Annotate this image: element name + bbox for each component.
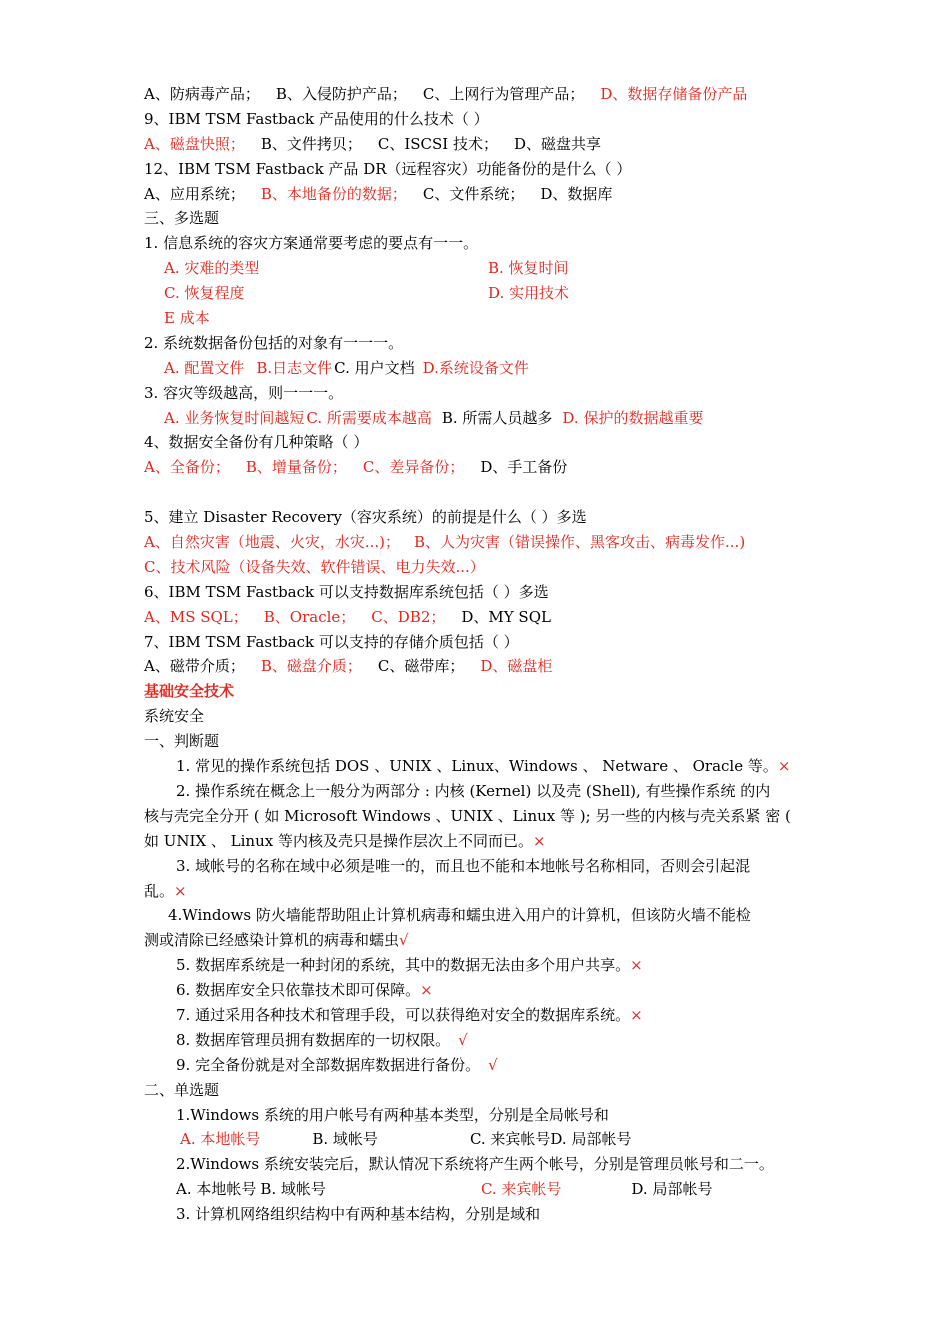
question-line: 3. 容灾等级越高，则一一一。 xyxy=(144,383,344,402)
answer: B、人为灾害（错误操作、黑客攻击、病毒发作...) xyxy=(414,533,746,552)
answer: A. 配置文件 xyxy=(164,358,245,377)
statement-line: 如 UNIX 、 Linux 等内核及壳只是操作层次上不同而已。× xyxy=(144,831,546,850)
wrong-mark: × xyxy=(532,831,546,850)
answer: B. 恢复时间 xyxy=(488,259,569,278)
options-line: A. 本地帐号 B. 域帐号 C. 来宾帐号 D. 局部帐号 xyxy=(176,1180,713,1199)
question-line: 1.Windows 系统的用户帐号有两种基本类型，分别是全局帐号和 xyxy=(176,1105,609,1124)
statement-line: 9. 完全备份就是对全部数据库数据进行备份。 √ xyxy=(176,1055,498,1074)
question-line: 6、IBM TSM Fastback 可以支持数据库系统包括（ ）多选 xyxy=(144,582,549,601)
wrong-mark: × xyxy=(630,956,643,975)
options-line: A、应用系统； B、本地备份的数据； C、文件系统； D、数据库 xyxy=(144,184,613,203)
options-line xyxy=(144,256,824,281)
answer: D、数据存储备份产品 xyxy=(600,85,748,103)
correct-mark: √ xyxy=(399,931,409,950)
chapter-title: 基础安全技术 xyxy=(144,682,235,701)
answer: C. 恢复程度 xyxy=(164,284,245,303)
answer: C、技术风险（设备失效、软件错误、电力失效...） xyxy=(144,557,485,576)
options-line: A、磁盘快照； B、文件拷贝； C、ISCSI 技术； D、磁盘共享 xyxy=(144,134,602,153)
options-line: A. 业务恢复时间越短 C. 所需要成本越高 B. 所需人员越多 D. 保护的数据越重要 xyxy=(164,408,704,427)
statement-line: 8. 数据库管理员拥有数据库的一切权限。 √ xyxy=(176,1030,468,1049)
options-line: A、全备份； B、增量备份； C、差异备份； D、手工备份 xyxy=(144,458,568,477)
answer: A. 业务恢复时间越短 xyxy=(164,408,305,427)
correct-mark: √ xyxy=(488,1055,498,1074)
answer: A、自然灾害（地震、火灾，水灾...)； xyxy=(144,533,400,552)
answer: A、磁盘快照； xyxy=(144,134,245,153)
question-line: 9、IBM TSM Fastback 产品使用的什么技术（ ） xyxy=(144,109,489,128)
statement-line: 核与壳完全分开 ( 如 Microsoft Windows 、UNIX 、Linux 等 ); 另一些的内核与壳关系紧 密 ( xyxy=(144,806,791,825)
answer: B.日志文件 xyxy=(256,358,333,377)
wrong-mark: × xyxy=(174,881,187,900)
statement-line: 5. 数据库系统是一种封闭的系统，其中的数据无法由多个用户共享。× xyxy=(176,956,643,975)
question-line: 5、建立 Disaster Recovery（容灾系统）的前提是什么（ ）多选 xyxy=(144,508,587,527)
statement-line: 3. 域帐号的名称在域中必须是唯一的，而且也不能和本地帐号名称相同，否则会引起混 xyxy=(176,856,751,875)
question-line: 2.Windows 系统安装完后，默认情况下系统将产生两个帐号，分别是管理员帐号和二一。 xyxy=(176,1155,774,1174)
answer: D. 实用技术 xyxy=(488,284,570,303)
section-heading: 一、判断题 xyxy=(144,732,220,751)
answer: A、MS SQL； xyxy=(144,607,248,626)
options-line: A、防病毒产品； B、入侵防护产品； C、上网行为管理产品； D、数据存储备份产品 xyxy=(144,85,748,103)
correct-mark: √ xyxy=(458,1030,468,1049)
answer: D. 保护的数据越重要 xyxy=(562,408,704,427)
answer: A. 灾难的类型 xyxy=(164,259,260,278)
question-line: 12、IBM TSM Fastback 产品 DR（远程容灾）功能备份的是什么（ ） xyxy=(144,159,632,178)
question-line: 4、数据安全备份有几种策略（ ） xyxy=(144,433,369,452)
answer: C、DB2； xyxy=(371,607,446,626)
question-line: 1. 信息系统的容灾方案通常要考虑的要点有一一。 xyxy=(144,234,479,253)
answer: C、差异备份； xyxy=(362,458,465,477)
statement-line: 6. 数据库安全只依靠技术即可保障。× xyxy=(176,981,433,1000)
options-line: A、MS SQL； B、Oracle； C、DB2； D、MY SQL xyxy=(144,607,551,626)
answer: E 成本 xyxy=(164,309,210,328)
statement-line: 乱。× xyxy=(144,881,187,900)
answer: C. 所需要成本越高 xyxy=(306,408,432,427)
question-line: 2. 系统数据备份包括的对象有一一一。 xyxy=(144,333,404,352)
options-line: A、磁带介质； B、磁盘介质； C、磁带库； D、磁盘柜 xyxy=(144,657,553,676)
wrong-mark: × xyxy=(777,757,791,776)
answer: A、全备份； xyxy=(144,458,230,477)
options-line: A. 配置文件 B.日志文件 C. 用户文档 D.系统设备文件 xyxy=(164,358,529,377)
wrong-mark: × xyxy=(630,1005,643,1024)
document-body xyxy=(144,82,824,1227)
answer: B、磁盘介质； xyxy=(260,657,362,676)
statement-line: 2. 操作系统在概念上一般分为两部分 : 内核 (Kernel) 以及壳 (Shell), 有些操作系统 的内 xyxy=(176,781,771,800)
section-heading: 二、单选题 xyxy=(144,1080,220,1099)
options-line xyxy=(144,530,824,555)
answer: D、磁盘柜 xyxy=(480,657,553,676)
answer: B、增量备份； xyxy=(245,458,347,477)
section-heading: 三、多选题 xyxy=(144,209,220,228)
section-title: 系统安全 xyxy=(144,707,205,726)
answer: C. 来宾帐号 xyxy=(480,1180,562,1199)
answer: A. 本地帐号 xyxy=(180,1130,261,1149)
options-line xyxy=(144,281,824,306)
answer: B、本地备份的数据； xyxy=(260,184,407,203)
statement-line: 7. 通过采用各种技术和管理手段，可以获得绝对安全的数据库系统。× xyxy=(176,1005,643,1024)
statement-line: 1. 常见的操作系统包括 DOS 、UNIX 、Linux、Windows 、 Netware 、 Oracle 等。× xyxy=(176,757,791,776)
statement-line: 测或清除已经感染计算机的病毒和蠕虫√ xyxy=(144,931,409,950)
options-line: A. 本地帐号 B. 域帐号 C. 来宾帐号D. 局部帐号 xyxy=(180,1130,632,1149)
question-line: 7、IBM TSM Fastback 可以支持的存储介质包括（ ） xyxy=(144,632,519,651)
wrong-mark: × xyxy=(420,981,433,1000)
answer: D.系统设备文件 xyxy=(422,358,529,377)
statement-line: 4.Windows 防火墙能帮助阻止计算机病毒和蠕虫进入用户的计算机，但该防火墙不能检 xyxy=(168,906,751,925)
question-line: 3. 计算机网络组织结构中有两种基本结构，分别是域和 xyxy=(176,1205,541,1224)
blank-line xyxy=(144,480,824,505)
answer: B、Oracle； xyxy=(263,607,356,626)
